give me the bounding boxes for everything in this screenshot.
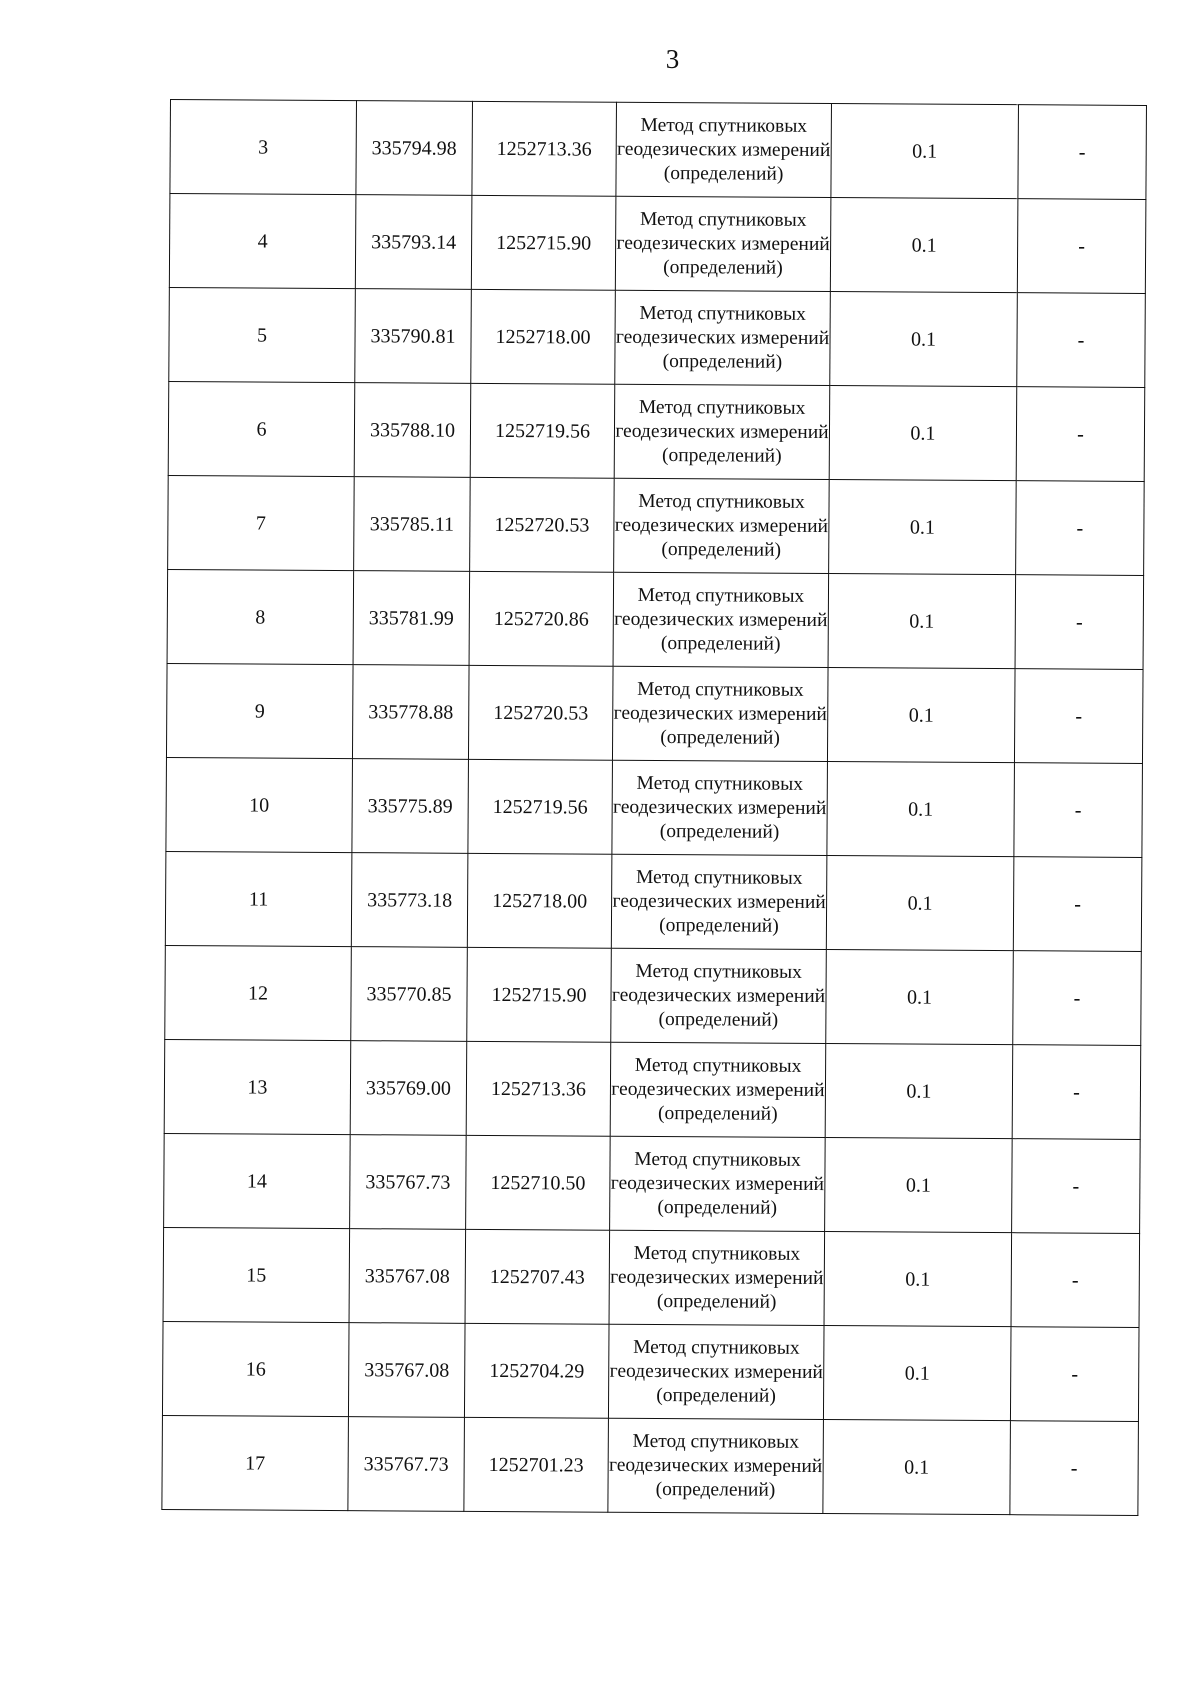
coordinates-table-body [162,100,1147,1516]
point-number-cell: 10 [166,757,353,852]
point-number-cell: 8 [167,569,354,664]
note-cell: - [1017,293,1146,388]
x-coordinate-cell: 335794.98 [356,101,473,196]
table-row [162,1415,1139,1515]
y-coordinate-cell: 1252718.00 [467,853,612,948]
point-number-cell: 17 [162,1415,349,1510]
accuracy-cell: 0.1 [823,1420,1011,1515]
note-cell: - [1013,951,1142,1046]
y-coordinate-cell: 1252719.56 [468,759,613,854]
note-cell: - [1011,1233,1140,1328]
point-number-cell: 14 [164,1133,351,1228]
page-number: 3 [665,44,680,74]
table-row [162,1321,1139,1421]
note-cell: - [1010,1421,1139,1516]
point-number-cell: 4 [169,194,356,289]
accuracy-cell: 0.1 [827,762,1015,857]
method-cell: Метод спутниковых геодезических измерений (определений) [614,478,830,573]
x-coordinate-cell: 335785.11 [354,477,471,572]
table-row [168,475,1145,575]
method-cell: Метод спутниковых геодезических измерений (определений) [611,854,827,949]
x-coordinate-cell: 335775.89 [352,759,469,854]
point-number-cell: 15 [163,1227,350,1322]
x-coordinate-cell: 335781.99 [353,571,470,666]
table-row [166,663,1143,763]
accuracy-cell: 0.1 [829,480,1017,575]
method-cell: Метод спутниковых геодезических измерений (определений) [613,572,829,667]
y-coordinate-cell: 1252713.36 [472,101,617,196]
accuracy-cell: 0.1 [828,574,1016,669]
method-cell: Метод спутниковых геодезических измерений (определений) [616,102,832,197]
x-coordinate-cell: 335788.10 [354,383,471,478]
table-row [169,287,1146,387]
table-row [169,194,1146,294]
note-cell: - [1014,669,1143,764]
x-coordinate-cell: 335767.08 [348,1323,465,1418]
table-row [165,851,1142,951]
note-cell: - [1018,105,1147,200]
method-cell: Метод спутниковых геодезических измерений (определений) [610,1042,826,1137]
table-row [167,569,1144,669]
accuracy-cell: 0.1 [827,668,1015,763]
x-coordinate-cell: 335770.85 [351,947,468,1042]
x-coordinate-cell: 335767.08 [349,1229,466,1324]
accuracy-cell: 0.1 [830,292,1018,387]
coordinates-table [161,99,1147,1516]
table-row [165,945,1142,1045]
y-coordinate-cell: 1252720.53 [468,665,613,760]
accuracy-cell: 0.1 [826,856,1014,951]
point-number-cell: 13 [164,1039,351,1134]
point-number-cell: 5 [169,287,356,382]
table-row [170,100,1147,200]
note-cell: - [1014,763,1143,858]
y-coordinate-cell: 1252707.43 [465,1229,610,1324]
note-cell: - [1016,387,1145,482]
note-cell: - [1010,1327,1139,1422]
method-cell: Метод спутниковых геодезических измерений (определений) [614,384,830,479]
note-cell: - [1015,575,1144,670]
accuracy-cell: 0.1 [823,1326,1011,1421]
accuracy-cell: 0.1 [831,104,1019,199]
note-cell: - [1012,1139,1141,1234]
method-cell: Метод спутниковых геодезических измерений (определений) [608,1324,824,1419]
accuracy-cell: 0.1 [826,950,1014,1045]
point-number-cell: 7 [168,475,355,570]
x-coordinate-cell: 335778.88 [352,665,469,760]
point-number-cell: 9 [166,663,353,758]
table-row [164,1133,1141,1233]
x-coordinate-cell: 335790.81 [355,289,472,384]
y-coordinate-cell: 1252715.90 [467,947,612,1042]
method-cell: Метод спутниковых геодезических измерений (определений) [615,196,831,291]
method-cell: Метод спутниковых геодезических измерений (определений) [610,1136,826,1231]
table-row [166,757,1143,857]
accuracy-cell: 0.1 [829,386,1017,481]
accuracy-cell: 0.1 [830,198,1018,293]
y-coordinate-cell: 1252713.36 [466,1041,611,1136]
point-number-cell: 12 [165,945,352,1040]
note-cell: - [1012,1045,1141,1140]
x-coordinate-cell: 335767.73 [350,1135,467,1230]
table-row [164,1039,1141,1139]
y-coordinate-cell: 1252710.50 [466,1135,611,1230]
method-cell: Метод спутниковых геодезических измерений (определений) [608,1418,824,1513]
note-cell: - [1013,857,1142,952]
x-coordinate-cell: 335793.14 [355,195,472,290]
point-number-cell: 6 [168,381,355,476]
method-cell: Метод спутниковых геодезических измерений (определений) [609,1230,825,1325]
table-row [168,381,1145,481]
x-coordinate-cell: 335773.18 [351,853,468,948]
point-number-cell: 11 [165,851,352,946]
method-cell: Метод спутниковых геодезических измерений (определений) [612,760,828,855]
y-coordinate-cell: 1252718.00 [471,289,616,384]
y-coordinate-cell: 1252701.23 [464,1417,609,1512]
accuracy-cell: 0.1 [825,1044,1013,1139]
note-cell: - [1016,481,1145,576]
y-coordinate-cell: 1252704.29 [464,1323,609,1418]
accuracy-cell: 0.1 [824,1232,1012,1327]
method-cell: Метод спутниковых геодезических измерений (определений) [612,666,828,761]
method-cell: Метод спутниковых геодезических измерений (определений) [611,948,827,1043]
y-coordinate-cell: 1252720.86 [469,571,614,666]
y-coordinate-cell: 1252720.53 [470,477,615,572]
table-row [163,1227,1140,1327]
y-coordinate-cell: 1252715.90 [471,195,616,290]
x-coordinate-cell: 335769.00 [350,1041,467,1136]
note-cell: - [1017,199,1146,294]
y-coordinate-cell: 1252719.56 [470,383,615,478]
point-number-cell: 3 [170,100,357,195]
method-cell: Метод спутниковых геодезических измерений (определений) [615,290,831,385]
x-coordinate-cell: 335767.73 [348,1417,465,1512]
accuracy-cell: 0.1 [825,1138,1013,1233]
point-number-cell: 16 [162,1321,349,1416]
